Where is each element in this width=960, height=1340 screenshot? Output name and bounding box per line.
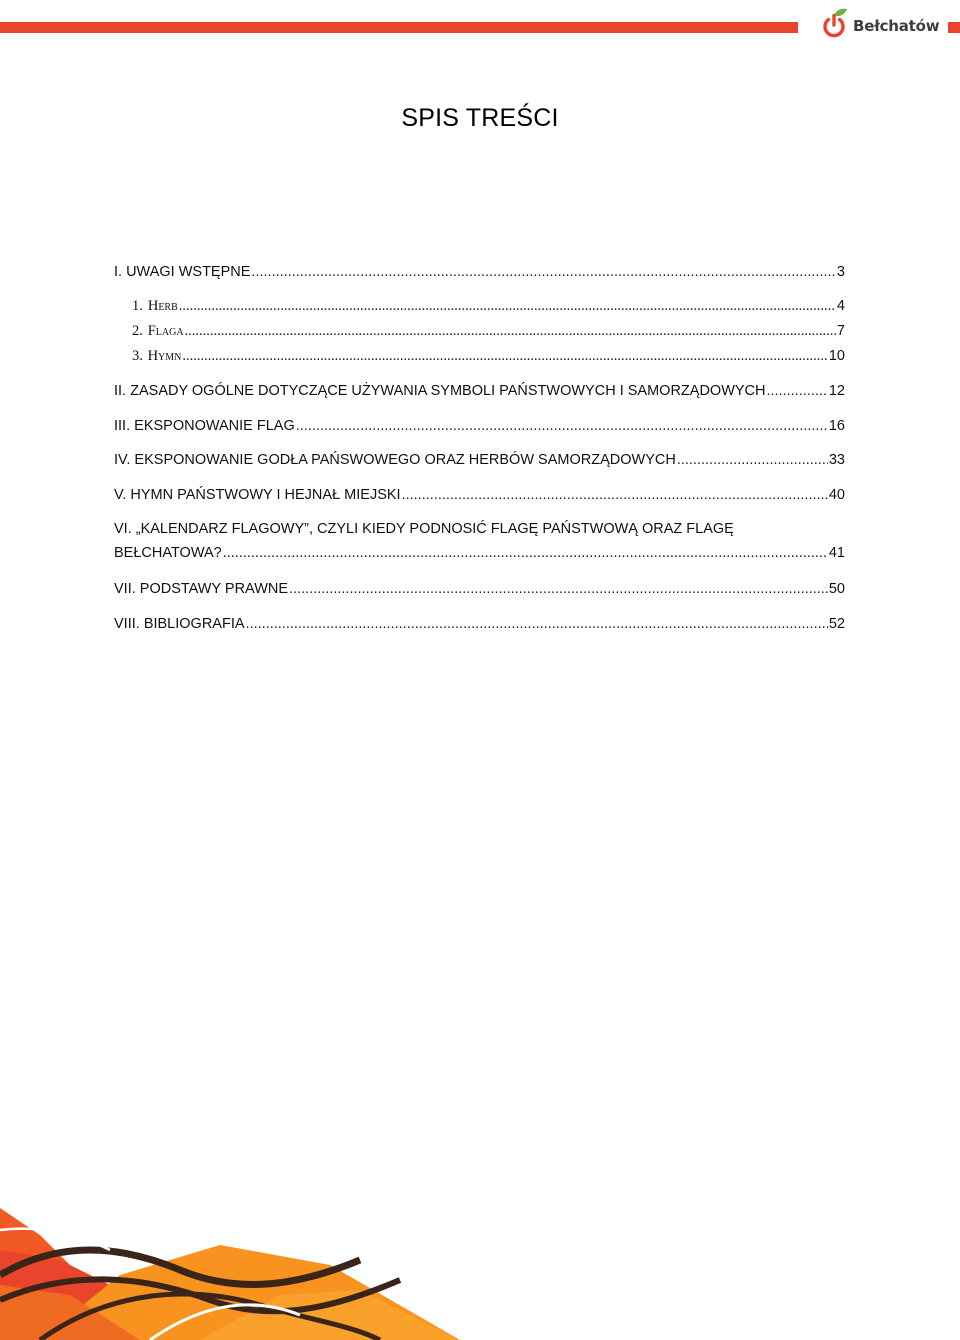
brand-name: Bełchatów <box>853 17 940 35</box>
power-apple-icon <box>818 4 852 38</box>
toc-entry-page: 3 <box>836 264 845 280</box>
toc-entry-label: I. UWAGI WSTĘPNE <box>114 264 251 280</box>
toc-entry-label: IV. EKSPONOWANIE GODŁA PAŃSWOWEGO ORAZ HERBÓW SAMORZĄDOWYCH <box>114 452 676 468</box>
toc-subentry-label: Herb <box>147 298 178 314</box>
toc-leader-dots <box>251 262 836 282</box>
toc-leader-dots <box>185 321 836 341</box>
toc-entry[interactable] <box>114 381 845 401</box>
toc-entry-label: VIII. BIBLIOGRAFIA <box>114 616 245 632</box>
header-accent-bar-end <box>948 22 960 33</box>
toc-entry-page: 12 <box>828 383 845 399</box>
toc-entry-page: 52 <box>828 616 845 632</box>
brand-logo <box>818 4 939 38</box>
toc-entry-page: 41 <box>828 545 845 561</box>
toc-entry-label: II. ZASADY OGÓLNE DOTYCZĄCE UŻYWANIA SYMBOLI PAŃSTWOWYCH I SAMORZĄDOWYCH <box>114 383 766 399</box>
page-title: SPIS TREŚCI <box>401 104 559 132</box>
toc-leader-dots <box>402 485 828 505</box>
toc-leader-dots <box>182 346 827 366</box>
toc-leader-dots <box>179 296 836 316</box>
toc-entry-label-continued: BEŁCHATOWA? <box>114 545 222 561</box>
toc-leader-dots <box>289 579 828 599</box>
toc-subentry[interactable] <box>114 321 845 341</box>
toc-subentry[interactable] <box>114 346 845 366</box>
header-accent-bar <box>0 22 798 33</box>
toc-entry[interactable] <box>114 614 845 634</box>
toc-subentry-number: 2. <box>132 323 143 339</box>
decorative-wave-graphic <box>0 1190 460 1340</box>
toc-entry-page: 33 <box>828 452 845 468</box>
toc-leader-dots <box>677 450 828 470</box>
toc-subentry-page: 4 <box>836 298 845 314</box>
toc-subentry-number: 3. <box>132 348 143 364</box>
toc-entry[interactable] <box>114 517 845 565</box>
toc-entry[interactable] <box>114 262 845 282</box>
toc-entry[interactable] <box>114 450 845 470</box>
toc-subentry-label: Hymn <box>147 348 182 364</box>
toc-leader-dots <box>767 381 828 401</box>
toc-leader-dots <box>296 416 828 436</box>
toc-subentry-label: Flaga <box>147 323 184 339</box>
toc-entry[interactable] <box>114 579 845 599</box>
toc-entry[interactable] <box>114 416 845 436</box>
toc-entry-label: V. HYMN PAŃSTWOWY I HEJNAŁ MIEJSKI <box>114 487 401 503</box>
toc-subentry-page: 7 <box>836 323 845 339</box>
toc-entry-label: VI. „KALENDARZ FLAGOWY”, CZYLI KIEDY PODNOSIĆ FLAGĘ PAŃSTWOWĄ ORAZ FLAGĘ <box>114 521 734 537</box>
toc-subentry-page: 10 <box>828 348 845 364</box>
toc-subentry-number: 1. <box>132 298 143 314</box>
toc-entry-label: VII. PODSTAWY PRAWNE <box>114 581 289 597</box>
toc-entry-page: 40 <box>828 487 845 503</box>
toc-leader-dots <box>223 541 828 565</box>
toc-entry-page: 16 <box>828 418 845 434</box>
toc-entry-page: 50 <box>828 581 845 597</box>
toc-subentry[interactable] <box>114 296 845 316</box>
toc-entry[interactable] <box>114 485 845 505</box>
toc-entry-label: III. EKSPONOWANIE FLAG <box>114 418 295 434</box>
toc-leader-dots <box>246 614 828 634</box>
